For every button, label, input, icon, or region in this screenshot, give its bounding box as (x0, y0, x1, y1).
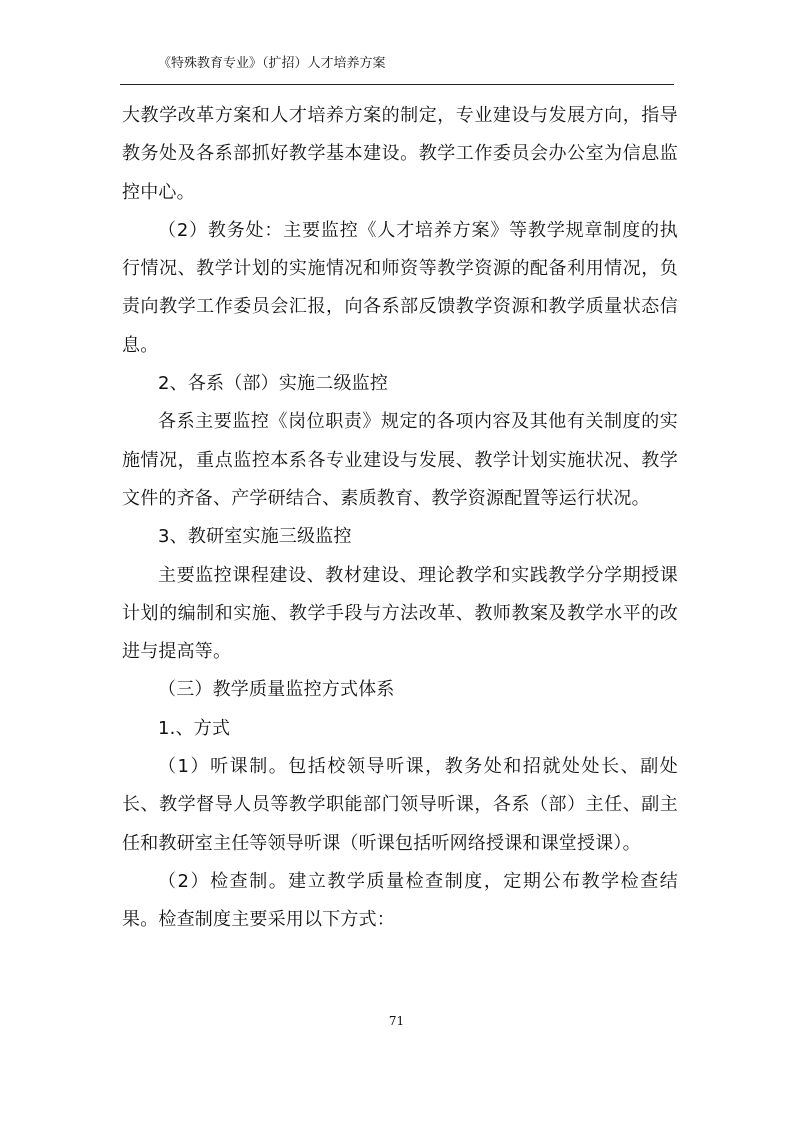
paragraph: 大教学改革方案和人才培养方案的制定，专业建设与发展方向，指导教务处及各系部抓好教学基本建设。教学工作委员会办公室为信息监控中心。 (122, 105, 678, 203)
section-heading: （三）教学质量监控方式体系 (158, 679, 395, 701)
section-heading: 1.、方式 (158, 717, 231, 739)
paragraph: （2）检查制。建立教学质量检查制度，定期公布教学检查结果。检查制度主要采用以下方式： (122, 870, 678, 931)
body-text (122, 97, 678, 940)
section-heading: 3、教研室实施三级监控 (158, 526, 352, 548)
paragraph: 各系主要监控《岗位职责》规定的各项内容及其他有关制度的实施情况，重点监控本系各专业建设与发展、教学计划实施状况、教学文件的齐备、产学研结合、素质教育、教学资源配置等运行状况。 (122, 411, 678, 509)
paragraph: 主要监控课程建设、教材建设、理论教学和实践教学分学期授课计划的编制和实施、教学手段与方法改革、教师教案及教学水平的改进与提高等。 (122, 564, 678, 663)
header-rule (120, 84, 674, 85)
paragraph: （1）听课制。包括校领导听课，教务处和招就处处长、副处长、教学督导人员等教学职能部门领导听课，各系（部）主任、副主任和教研室主任等领导听课（听课包括听网络授课和课堂授课）。 (122, 756, 678, 854)
section-heading: 2、各系（部）实施二级监控 (158, 373, 389, 395)
paragraph: （2）教务处：主要监控《人才培养方案》等教学规章制度的执行情况、教学计划的实施情况和师资等教学资源的配备利用情况，负责向教学工作委员会汇报，向各系部反馈教学资源和教学质量状态信息。 (122, 219, 678, 356)
running-header: 《特殊教育专业》（扩招）人才培养方案 (158, 56, 386, 71)
page-number: 71 (388, 1014, 405, 1028)
